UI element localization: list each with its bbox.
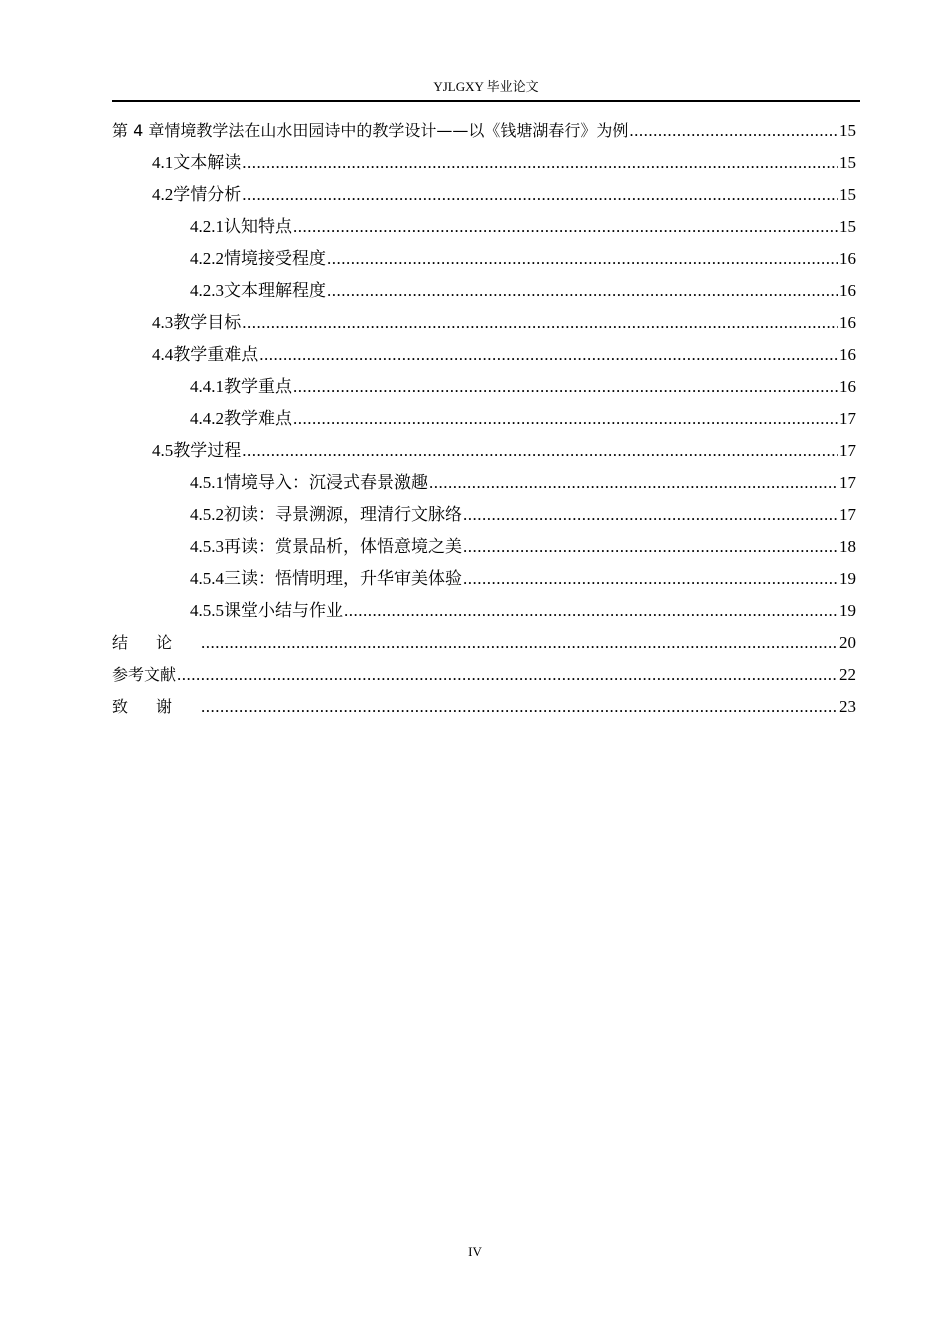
toc-entry-4-5-2[interactable] xyxy=(112,499,856,531)
toc-entry-4-3[interactable] xyxy=(112,307,856,339)
toc-entry-title: 致谢 xyxy=(112,697,201,716)
toc-entry-page: 18 xyxy=(839,537,856,556)
toc-entry-page: 15 xyxy=(839,185,856,204)
toc-entry-number: 4.4.2 xyxy=(190,409,224,428)
toc-entry-references[interactable] xyxy=(112,659,856,691)
toc-leader xyxy=(242,307,838,339)
toc-entry-4-2-2[interactable] xyxy=(112,243,856,275)
toc-entry-4-5-1[interactable] xyxy=(112,467,856,499)
toc-entry-title: 情境教学法在山水田园诗中的教学设计——以《钱塘湖春行》为例 xyxy=(164,121,629,140)
toc-leader xyxy=(629,115,838,147)
toc-entry-4-5-5[interactable] xyxy=(112,595,856,627)
toc-entry-page: 15 xyxy=(839,217,856,236)
toc-entry-number: 4.5.4 xyxy=(190,569,224,588)
toc-entry-4-5-3[interactable] xyxy=(112,531,856,563)
toc-entry-title: 初读：寻景溯源，理清行文脉络 xyxy=(224,505,462,524)
toc-leader xyxy=(327,275,838,307)
toc-entry-title: 情境导入：沉浸式春景激趣 xyxy=(224,473,428,492)
toc-entry-title: 情境接受程度 xyxy=(224,249,326,268)
toc-entry-chapter-4[interactable] xyxy=(112,115,856,147)
toc-leader xyxy=(293,211,838,243)
table-of-contents xyxy=(112,115,856,723)
toc-entry-number: 4.3 xyxy=(152,313,174,332)
toc-entry-number: 4.5.2 xyxy=(190,505,224,524)
toc-entry-4-5[interactable] xyxy=(112,435,856,467)
page-number: IV xyxy=(468,1244,482,1259)
toc-entry-4-5-4[interactable] xyxy=(112,563,856,595)
header-rule xyxy=(112,100,860,102)
toc-entry-page: 16 xyxy=(839,249,856,268)
toc-entry-page: 19 xyxy=(839,569,856,588)
toc-entry-page: 16 xyxy=(839,281,856,300)
toc-entry-conclusion[interactable] xyxy=(112,627,856,659)
toc-leader xyxy=(293,371,838,403)
toc-entry-page: 17 xyxy=(839,505,856,524)
toc-entry-number: 4.5 xyxy=(152,441,174,460)
toc-entry-title: 结论 xyxy=(112,633,201,652)
toc-entry-number: 4.1 xyxy=(152,153,174,172)
toc-entry-4-2[interactable] xyxy=(112,179,856,211)
toc-entry-page: 16 xyxy=(839,345,856,364)
toc-entry-4-4-1[interactable] xyxy=(112,371,856,403)
toc-entry-number: 4.4.1 xyxy=(190,377,224,396)
toc-entry-title: 教学难点 xyxy=(224,409,292,428)
toc-entry-number: 4.2.2 xyxy=(190,249,224,268)
toc-entry-4-4[interactable] xyxy=(112,339,856,371)
toc-entry-number: 4.2.1 xyxy=(190,217,224,236)
toc-entry-title: 参考文献 xyxy=(112,665,177,684)
toc-entry-number: 4.2 xyxy=(152,185,174,204)
toc-entry-page: 16 xyxy=(839,377,856,396)
toc-entry-4-2-3[interactable] xyxy=(112,275,856,307)
toc-entry-title: 教学过程 xyxy=(173,441,242,460)
toc-entry-title: 文本理解程度 xyxy=(224,281,326,300)
toc-leader xyxy=(259,339,838,371)
toc-entry-page: 22 xyxy=(839,665,856,684)
toc-entry-title: 再读：赏景品析，体悟意境之美 xyxy=(224,537,462,556)
toc-leader xyxy=(429,467,838,499)
toc-entry-page: 15 xyxy=(839,153,856,172)
toc-entry-4-2-1[interactable] xyxy=(112,211,856,243)
toc-entry-page: 20 xyxy=(839,633,856,652)
toc-entry-number: 4.5.3 xyxy=(190,537,224,556)
toc-leader xyxy=(177,659,838,691)
toc-entry-title: 教学目标 xyxy=(173,313,242,332)
toc-entry-number: 第 4 章 xyxy=(112,121,165,140)
toc-entry-number: 4.5.5 xyxy=(190,601,224,620)
toc-entry-page: 17 xyxy=(839,473,856,492)
toc-entry-page: 23 xyxy=(839,697,856,716)
toc-leader xyxy=(242,179,838,211)
toc-entry-title: 学情分析 xyxy=(173,185,242,204)
toc-entry-page: 19 xyxy=(839,601,856,620)
toc-entry-title: 三读：悟情明理，升华审美体验 xyxy=(224,569,462,588)
toc-entry-page: 16 xyxy=(839,313,856,332)
toc-entry-title: 课堂小结与作业 xyxy=(224,601,343,620)
toc-entry-4-1[interactable] xyxy=(112,147,856,179)
toc-entry-page: 17 xyxy=(839,409,856,428)
page-header: YJLGXY 毕业论文 xyxy=(433,79,539,94)
toc-entry-number: 4.4 xyxy=(152,345,174,364)
toc-entry-title: 认知特点 xyxy=(224,217,292,236)
toc-entry-page: 17 xyxy=(839,441,856,460)
toc-entry-title: 教学重点 xyxy=(224,377,292,396)
toc-leader xyxy=(344,595,838,627)
toc-leader xyxy=(327,243,838,275)
toc-leader xyxy=(242,147,838,179)
toc-entry-4-4-2[interactable] xyxy=(112,403,856,435)
toc-leader xyxy=(201,627,838,659)
toc-leader xyxy=(463,563,838,595)
toc-leader xyxy=(201,691,838,723)
toc-entry-number: 4.2.3 xyxy=(190,281,224,300)
toc-entry-title: 教学重难点 xyxy=(173,345,259,364)
toc-leader xyxy=(293,403,838,435)
toc-entry-acknowledgements[interactable] xyxy=(112,691,856,723)
toc-entry-number: 4.5.1 xyxy=(190,473,224,492)
toc-leader xyxy=(463,531,838,563)
toc-leader xyxy=(463,499,838,531)
toc-entry-title: 文本解读 xyxy=(173,153,242,172)
toc-entry-page: 15 xyxy=(839,121,856,140)
toc-leader xyxy=(242,435,838,467)
